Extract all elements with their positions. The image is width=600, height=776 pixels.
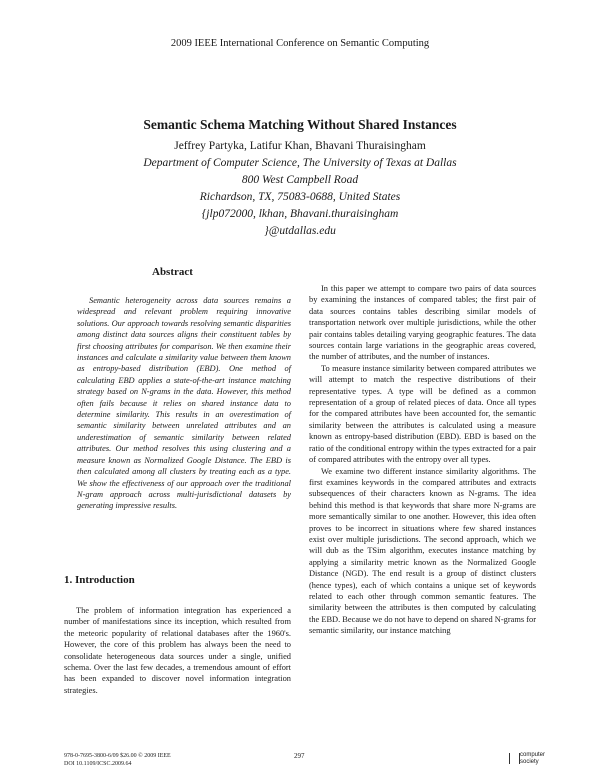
logo-line-1: computer xyxy=(520,752,546,758)
author-names: Jeffrey Partyka, Latifur Khan, Bhavani Thuraisingham xyxy=(174,140,426,152)
intro-body xyxy=(64,605,291,696)
computer-society-logo xyxy=(509,752,557,768)
right-column xyxy=(309,283,536,637)
right-paragraph-1: In this paper we attempt to compare two pairs of data sources by examining the instances of compared tables; the first pair of data sources contains tables describing similar models of transportation network over multiple jurisdictions, while the other pair contains tables detailing varying geographic features. The data sources contain large variations in the geographic areas covered, the number of attributes, and the number of instances. xyxy=(309,284,536,362)
page-number: 297 xyxy=(294,752,305,760)
author-email-line1: {jlp072000, lkhan, Bhavani.thuraisingham xyxy=(201,208,399,220)
abstract-body xyxy=(77,295,291,512)
computer-society-icon xyxy=(509,753,520,764)
right-paragraph-3: We examine two different instance similarity algorithms. The first examines keywords in the compared attributes and extracts subsequences of their characters known as N-grams. The idea behind this method is that keywords that share more N-grams are more semantically similar to one another. However, this idea often proves to be incorrect in situations where few shared instances exist over multiple jurisdictions. The second approach, which we will dub as the TSim algorithm, executes instance matching by applying a similarity metric known as the Normalized Google Distance (NGD). The end result is a group of distinct clusters (hence types), each of which contains a unique set of keywords related to each other through common semantic features. The similarity between the attributes is then computed by calculating the EBD. Because we do not have to depend on shared N-grams for semantic similarity, our instance matching xyxy=(309,466,536,636)
footer-doi: DOI 10.1109/ICSC.2009.64 xyxy=(64,761,132,767)
logo-line-2: society xyxy=(520,759,539,765)
computer-society-text xyxy=(520,752,545,766)
footer-isbn-block xyxy=(64,752,171,768)
intro-paragraph: The problem of information integration has experienced a number of manifestations since its inception, which resulted from the meteoric popularity of relational databases after the 1960's. However, the core of this problem has always been the need to consolidate heterogeneous data sources under a single, unified schema. Over the last few decades, a tremendous amount of effort has been expanded to discover novel information integration strategies. xyxy=(64,606,291,695)
author-email-line2: }@utdallas.edu xyxy=(264,225,336,237)
right-paragraph-2: To measure instance similarity between compared attributes we will attempt to match the respective distributions of their representative types. A type will be defined as a common representation of a group of related pieces of data. Once all types for the compared attributes have been accounted for, the semantic similarity between the attributes is calculated using a measure known as entropy-based distribution (EBD). EBD is based on the ratio of the conditional entropy within the types extracted for a pair of compared attributes with the entropy over all types. xyxy=(309,363,536,465)
author-block xyxy=(0,138,600,240)
author-affiliation: Department of Computer Science, The University of Texas at Dallas xyxy=(143,157,457,169)
author-address-street: 800 West Campbell Road xyxy=(241,174,359,186)
author-address-city: Richardson, TX, 75083-0688, United States xyxy=(199,191,401,203)
intro-heading: 1. Introduction xyxy=(64,574,135,586)
paper-title: Semantic Schema Matching Without Shared Instances xyxy=(143,117,457,132)
abstract-heading: Abstract xyxy=(152,266,193,278)
conference-header: 2009 IEEE International Conference on Semantic Computing xyxy=(170,38,430,49)
abstract-text: Semantic heterogeneity across data sources remains a widespread and relevant problem requiring innovative solutions. Our approach towards resolving semantic disparities among distinct data sources aligns their constituent tables by first choosing attributes for comparison. We then examine their instances and calculate a similarity value between them known as entropy-based distribution (EBD). One method of calculating EBD applies a state-of-the-art instance matching strategy based on N-grams in the data. However, this method often fails because it relies on shared instance data to determine similarity. This results in an overestimation of semantic similarity between unrelated attributes and an underestimation of semantic similarity between related attributes. Our method resolves this using clustering and a measure known as Normalized Google Distance. The EBD is then calculated among all clusters by treating each as a type. We show the effectiveness of our approach over the traditional N-gram approach across multi-jurisdictional datasets by generating impressive results. xyxy=(77,296,291,511)
footer-isbn: 978-0-7695-3800-6/09 $26.00 © 2009 IEEE xyxy=(64,753,171,759)
